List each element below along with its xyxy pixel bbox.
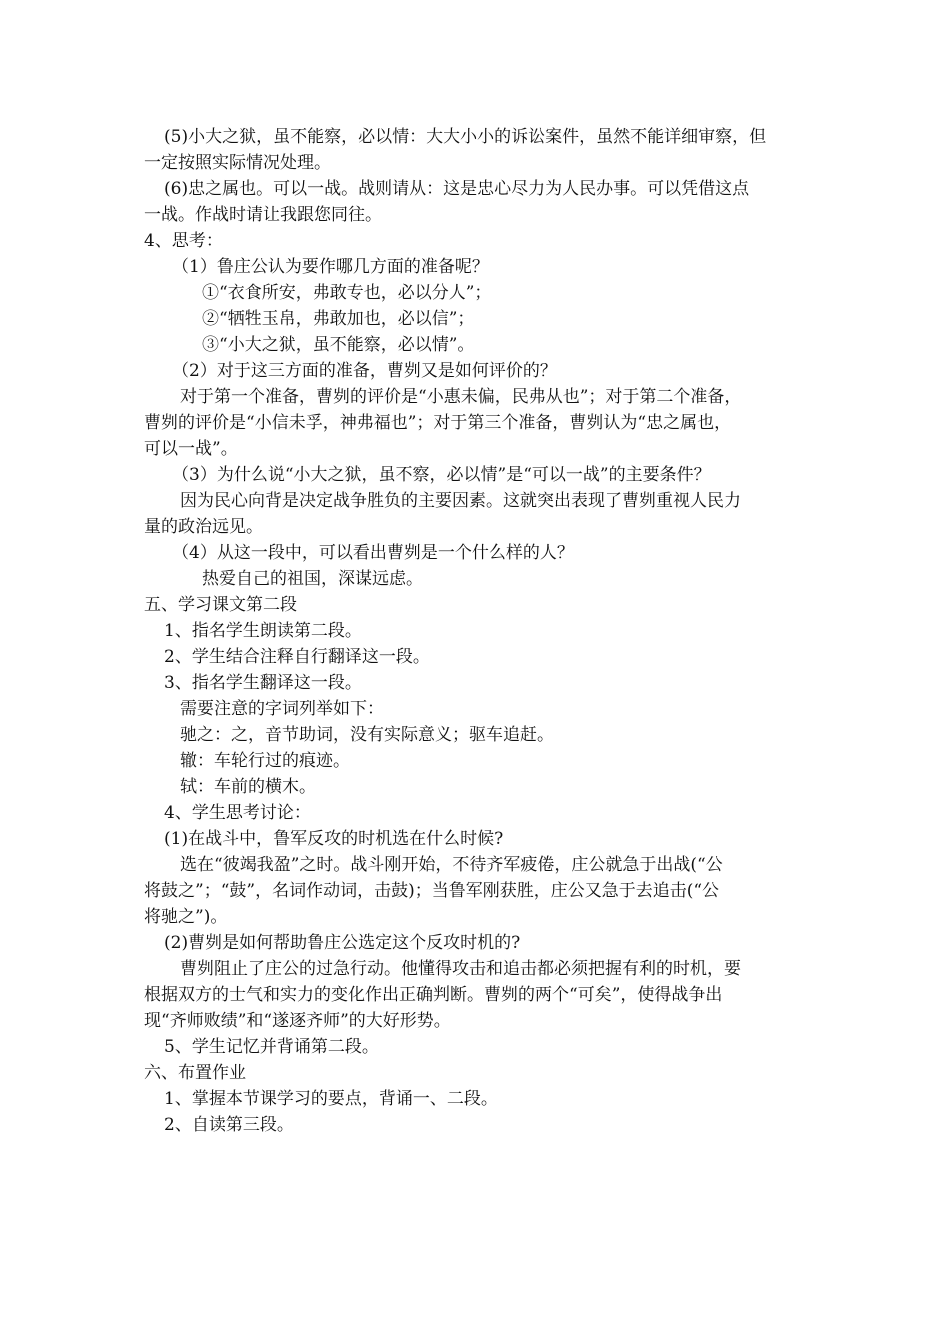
list-item: 2、自读第三段。 bbox=[164, 1115, 294, 1135]
text-line: 将鼓之”；“鼓”，名词作动词，击鼓)；当鲁军刚获胜，庄公又急于去追击(“公 bbox=[144, 881, 720, 901]
list-item: 1、指名学生朗读第二段。 bbox=[164, 621, 362, 641]
list-item: 1、掌握本节课学习的要点，背诵一、二段。 bbox=[164, 1089, 498, 1109]
question-line: （3）为什么说“小大之狱，虽不察，必以情”是“可以一战”的主要条件？ bbox=[172, 465, 711, 485]
text-line: 将驰之”)。 bbox=[144, 907, 228, 927]
text-line: (6)忠之属也。可以一战。战则请从：这是忠心尽力为人民办事。可以凭借这点 bbox=[164, 179, 750, 199]
text-line: 曹刿的评价是“小信未孚，神弗福也”；对于第三个准备，曹刿认为“忠之属也， bbox=[144, 413, 732, 433]
list-item: ②“牺牲玉帛，弗敢加也，必以信”； bbox=[202, 309, 475, 329]
question-line: (2)曹刿是如何帮助鲁庄公选定这个反攻时机的? bbox=[164, 933, 521, 953]
list-item: 2、学生结合注释自行翻译这一段。 bbox=[164, 647, 430, 667]
text-line: (5)小大之狱，虽不能察，必以情：大大小小的诉讼案件，虽然不能详细审察，但 bbox=[164, 127, 767, 147]
text-line: 对于第一个准备，曹刿的评价是“小惠未偏，民弗从也”；对于第二个准备， bbox=[180, 387, 742, 407]
text-line: 可以一战”。 bbox=[144, 439, 238, 459]
list-item: 5、学生记忆并背诵第二段。 bbox=[164, 1037, 379, 1057]
list-item: ①“衣食所安，弗敢专也，必以分人”； bbox=[202, 283, 492, 303]
text-line: 轼：车前的横木。 bbox=[180, 777, 316, 797]
text-line: 根据双方的士气和实力的变化作出正确判断。曹刿的两个“可矣”，使得战争出 bbox=[144, 985, 723, 1005]
text-line: 选在“彼竭我盈”之时。战斗刚开始，不待齐军疲倦，庄公就急于出战(“公 bbox=[180, 855, 723, 875]
text-line: 量的政治远见。 bbox=[144, 517, 263, 537]
list-item: 3、指名学生翻译这一段。 bbox=[164, 673, 362, 693]
text-line: 热爱自己的祖国，深谋远虑。 bbox=[202, 569, 423, 589]
question-line: （1）鲁庄公认为要作哪几方面的准备呢？ bbox=[172, 257, 489, 277]
question-line: （2）对于这三方面的准备，曹刿又是如何评价的？ bbox=[172, 361, 557, 381]
question-line: （4）从这一段中，可以看出曹刿是一个什么样的人？ bbox=[172, 543, 574, 563]
question-line: (1)在战斗中，鲁军反攻的时机选在什么时候? bbox=[164, 829, 504, 849]
section-heading: 五、学习课文第二段 bbox=[144, 595, 297, 615]
text-line: 一战。作战时请让我跟您同往。 bbox=[144, 205, 382, 225]
text-line: 曹刿阻止了庄公的过急行动。他懂得攻击和追击都必须把握有利的时机，要 bbox=[180, 959, 741, 979]
list-item: ③“小大之狱，虽不能察，必以情”。 bbox=[202, 335, 475, 355]
text-line: 需要注意的字词列举如下： bbox=[180, 699, 384, 719]
section-heading: 4、思考： bbox=[144, 231, 223, 251]
document-page bbox=[144, 124, 812, 1138]
text-line: 辙：车轮行过的痕迹。 bbox=[180, 751, 350, 771]
section-heading: 六、布置作业 bbox=[144, 1063, 246, 1083]
text-line: 驰之：之，音节助词，没有实际意义；驱车追赶。 bbox=[180, 725, 554, 745]
text-line: 现“齐师败绩”和“遂逐齐师”的大好形势。 bbox=[144, 1011, 451, 1031]
text-line: 一定按照实际情况处理。 bbox=[144, 153, 331, 173]
list-item: 4、学生思考讨论： bbox=[164, 803, 311, 823]
text-line: 因为民心向背是决定战争胜负的主要因素。这就突出表现了曹刿重视人民力 bbox=[180, 491, 741, 511]
